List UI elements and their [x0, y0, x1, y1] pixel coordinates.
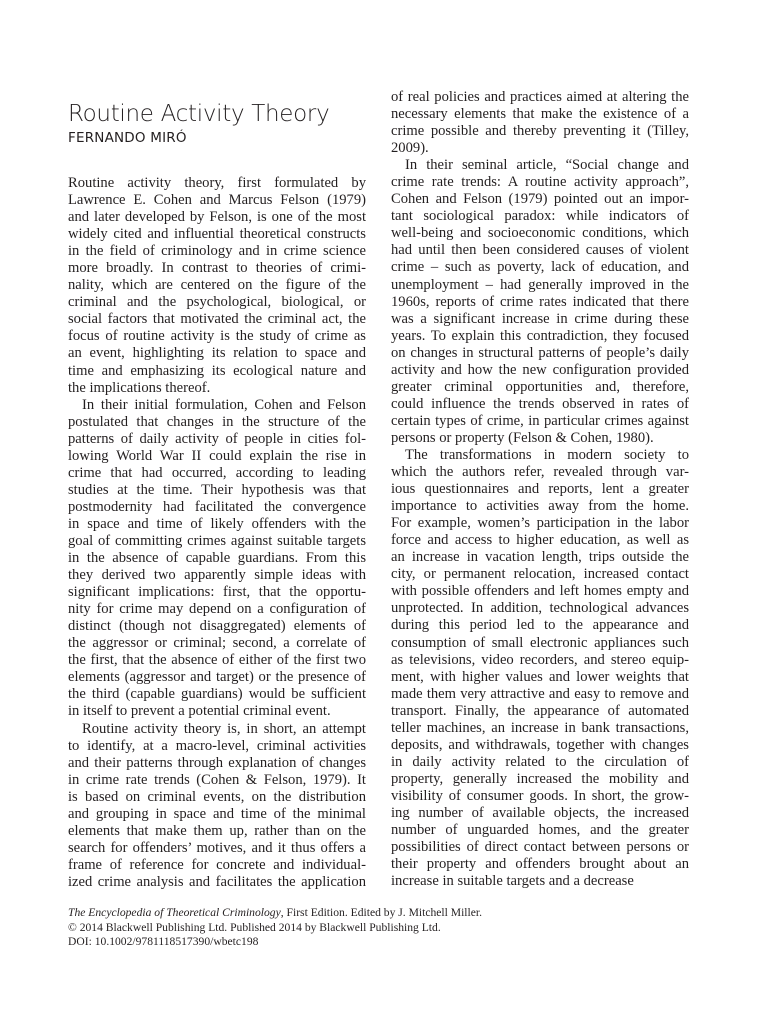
- text-line: For example, women’s participation in the labor: [391, 515, 689, 532]
- text-line: The transformations in modern society to: [405, 446, 689, 463]
- citation-footer: [68, 906, 482, 950]
- text-line: and grouping in space and time of the minimal: [68, 805, 366, 822]
- text-line: crime that had occurred, according to leading: [68, 464, 366, 481]
- text-line: with possible offenders and left homes empty and: [391, 583, 689, 600]
- text-line: more broadly. In contrast to theories of crimi-: [68, 260, 366, 277]
- text-line: postulated that changes in the structure of the: [68, 413, 366, 430]
- citation-line: [68, 906, 482, 921]
- text-line: goal of committing crimes against suitable targets: [68, 532, 366, 549]
- text-line: elements that make them up, rather than on the: [68, 822, 366, 839]
- text-line: ment, with higher values and lower weights that: [391, 668, 689, 685]
- text-line: crime rate trends: A routine activity approach”,: [391, 174, 689, 191]
- text-line: search for offenders’ motives, and it thus offers a: [68, 839, 366, 856]
- text-line: and later developed by Felson, is one of the most: [68, 209, 366, 226]
- copyright-line: © 2014 Blackwell Publishing Ltd. Published 2014 by Blackwell Publishing Ltd.: [68, 920, 441, 934]
- text-line: city, or permanent relocation, increased contact: [391, 566, 689, 583]
- text-line: nity for crime may depend on a configuration of: [68, 601, 366, 618]
- text-line: consumption of small electronic appliances such: [391, 634, 689, 651]
- text-line: ized crime analysis and facilitates the application: [68, 873, 366, 890]
- text-line: unemployment – had generally improved in the: [391, 276, 689, 293]
- text-line: as televisions, video recorders, and stereo equip-: [391, 651, 689, 668]
- text-line: elements (aggressor and target) or the presence of: [68, 669, 366, 686]
- text-line: deposits, and withdrawals, together with changes: [391, 736, 689, 753]
- text-line: they derived two apparently simple ideas with: [68, 567, 366, 584]
- text-line: activity and how the new configuration provided: [391, 361, 689, 378]
- text-line: the third (capable guardians) would be sufficient: [68, 686, 366, 703]
- text-line: crime – such as poverty, lack of education, and: [391, 259, 689, 276]
- text-line: property, generally increased the mobility and: [391, 770, 689, 787]
- text-line: studies at the time. Their hypothesis was that: [68, 481, 366, 498]
- text-line: tant sociological paradox: while indicators of: [391, 208, 689, 225]
- text-line: in space and time of likely offenders with the: [68, 515, 366, 532]
- text-line: well-being and socioeconomic conditions, which: [391, 225, 689, 242]
- text-line: in the field of criminology and in crime science: [68, 243, 366, 260]
- book-title: The Encyclopedia of Theoretical Criminology: [68, 906, 281, 919]
- text-line: made them very attractive and easy to remove and: [391, 685, 689, 702]
- text-line: in daily activity related to the circulation of: [391, 753, 689, 770]
- text-line: importance to activities away from the home.: [391, 498, 689, 515]
- text-line: Cohen and Felson (1979) pointed out an impor-: [391, 191, 689, 208]
- text-line: which the authors refer, revealed through var-: [391, 464, 689, 481]
- text-line: distinct (though not disaggregated) elements of: [68, 618, 366, 635]
- text-line: and their patterns through explanation of changes: [68, 754, 366, 771]
- text-line: possibilities of direct contact between persons or: [391, 839, 689, 856]
- text-line: 2009).: [391, 140, 429, 157]
- text-line: certain types of crime, in particular crimes against: [391, 412, 689, 429]
- text-line: teller machines, an increase in bank transactions,: [391, 719, 689, 736]
- text-line: years. To explain this contradiction, they focused: [391, 327, 689, 344]
- article-title: Routine Activity Theory: [68, 101, 330, 128]
- text-line: in the absence of capable guardians. From this: [68, 550, 366, 567]
- text-line: 1960s, reports of crime rates indicated that there: [391, 293, 689, 310]
- text-line: during this period led to the appearance and: [391, 617, 689, 634]
- text-line: crime possible and thereby preventing it (Tilley,: [391, 123, 689, 140]
- doi-line: DOI: 10.1002/9781118517390/wbetc198: [68, 935, 259, 949]
- text-line: greater criminal opportunities and, therefore,: [391, 378, 689, 395]
- text-line: Lawrence E. Cohen and Marcus Felson (1979): [68, 192, 366, 209]
- text-line: of real policies and practices aimed at altering the: [391, 89, 689, 105]
- text-line: necessary elements that make the existence of a: [391, 106, 689, 123]
- text-line: frame of reference for concrete and individual-: [68, 856, 366, 873]
- text-line: postmodernity had facilitated the convergence: [68, 498, 366, 515]
- text-line: significant implications: first, that the opportu-: [68, 584, 366, 601]
- text-line: was a significant increase in crime during these: [391, 310, 689, 327]
- text-line: ious questionnaires and reports, lent a greater: [391, 481, 689, 498]
- text-line: In their seminal article, “Social change and: [405, 157, 689, 174]
- text-line: unprotected. In addition, technological advances: [391, 600, 689, 617]
- edition-text: , First Edition. Edited by J. Mitchell Miller.: [280, 906, 483, 919]
- text-line: is based on criminal events, on the distribution: [68, 788, 366, 805]
- text-line: the implications thereof.: [68, 379, 211, 396]
- text-line: their property and offenders brought about an: [391, 856, 689, 873]
- author-name: FERNANDO MIRÓ: [68, 130, 187, 146]
- text-line: the first, that the absence of either of the first two: [68, 652, 366, 669]
- text-line: the aggressor or criminal; second, a correlate of: [68, 635, 366, 652]
- text-line: focus of routine activity is the study of crime as: [68, 328, 366, 345]
- text-line: in itself to prevent a potential criminal event.: [68, 703, 331, 720]
- text-line: nality, which are centered on the figure of the: [68, 277, 366, 294]
- text-line: social factors that motivated the criminal act, the: [68, 311, 366, 328]
- text-line: could influence the trends observed in rates of: [391, 395, 689, 412]
- text-line: on changes in structural patterns of people’s daily: [391, 344, 689, 361]
- text-line: time and emphasizing its ecological nature and: [68, 362, 366, 379]
- text-line: widely cited and influential theoretical constructs: [68, 226, 366, 243]
- text-line: In their initial formulation, Cohen and Felson: [82, 396, 366, 413]
- text-line: criminal and the psychological, biological, or: [68, 294, 366, 311]
- text-line: patterns of daily activity of people in cities fol-: [68, 430, 366, 447]
- text-line: in crime rate trends (Cohen & Felson, 1979). It: [68, 771, 366, 788]
- text-line: had until then been considered causes of violent: [391, 242, 689, 259]
- text-line: Routine activity theory, first formulated by: [68, 175, 366, 191]
- text-line: transport. Finally, the appearance of automated: [391, 702, 689, 719]
- text-line: force and access to higher education, as well as: [391, 532, 689, 549]
- text-line: lowing World War II could explain the rise in: [68, 447, 366, 464]
- text-line: increase in suitable targets and a decrease: [391, 873, 634, 890]
- text-line: an event, highlighting its relation to space and: [68, 345, 366, 362]
- right-column: [391, 89, 689, 890]
- text-line: number of unguarded homes, and the greater: [391, 822, 689, 839]
- text-line: persons or property (Felson & Cohen, 1980).: [391, 429, 654, 446]
- left-column: [68, 175, 366, 891]
- text-line: ing number of available objects, the increased: [391, 804, 689, 821]
- text-line: to identify, at a macro-level, criminal activities: [68, 737, 366, 754]
- text-line: Routine activity theory is, in short, an attempt: [82, 720, 366, 737]
- text-line: visibility of consumer goods. In short, the grow-: [391, 787, 689, 804]
- text-line: an increase in vacation length, trips outside the: [391, 549, 689, 566]
